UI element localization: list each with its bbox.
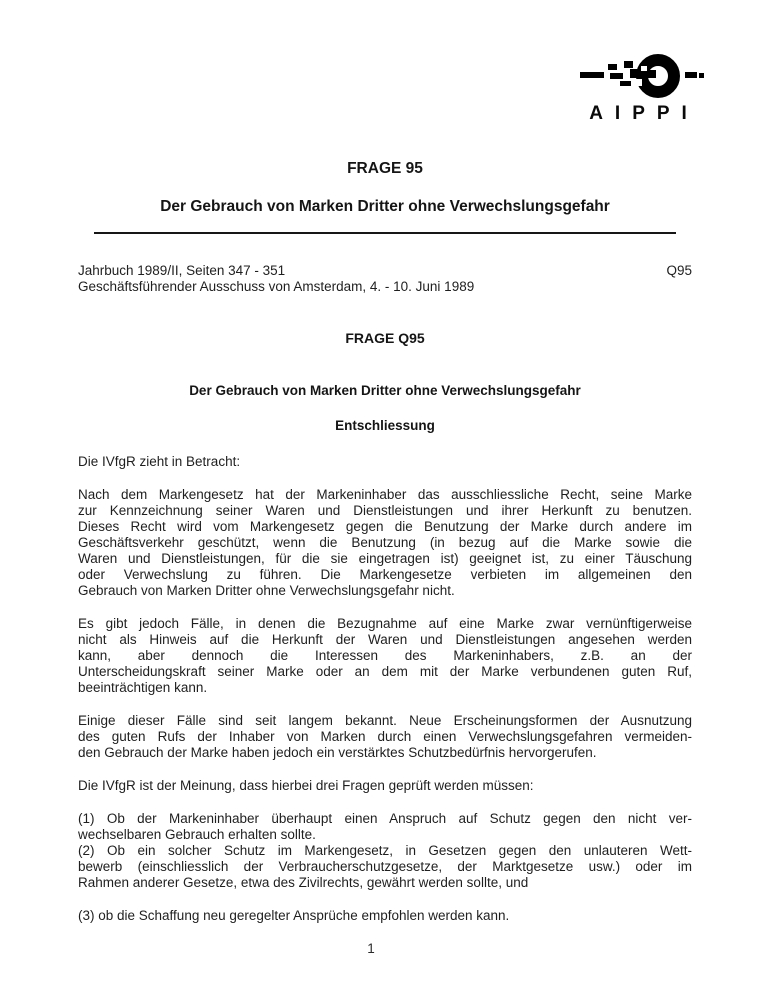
text-line: nicht als Hinweis auf die Herkunft der Waren und Dienstleistungen angesehen werden [78,632,692,647]
paragraph [78,454,692,470]
page-number: 1 [367,941,375,956]
text-line: Die IVfgR ist der Meinung, dass hierbei drei Fragen geprüft werden müssen: [78,778,534,793]
text-line: kann, aber dennoch die Interessen des Markeninhabers, z.B. an der [78,648,692,663]
title-rule [94,232,676,234]
text-line: Die IVfgR zieht in Betracht: [78,454,241,469]
paragraph [78,487,692,599]
text-line: Gebrauch von Marken Dritter ohne Verwechslungsgefahr nicht. [78,583,455,598]
aippi-logo-text: AIPPI [589,103,699,124]
text-line: wechselbaren Gebrauch erhalten sollte. [78,827,316,842]
question-code: Q95 [666,263,692,278]
section-subheading: Entschliessung [335,418,435,433]
text-line: (1) Ob der Markeninhaber überhaupt einen Anspruch auf Schutz gegen den nicht ver- [78,811,692,826]
committee-line: Geschäftsführender Ausschuss von Amsterdam, 4. - 10. Juni 1989 [78,279,475,294]
text-line: oder Verwechslung zu führen. Die Markengesetze verbieten im allgemeinen den [78,567,692,582]
text-line: Unterscheidungskraft seiner Marke oder an dem mit der Marke verbundenen guten Ruf, [78,664,692,679]
text-line: des guten Rufs der Inhaber von Marken durch einen Verwechslungsgefahren vermeiden- [78,729,692,744]
page-subtitle: Der Gebrauch von Marken Dritter ohne Verwechslungsgefahr [160,198,610,215]
document-content [78,0,692,924]
text-line: beeinträchtigen kann. [78,680,208,695]
section-heading: FRAGE Q95 [345,330,425,346]
text-line: den Gebrauch der Marke haben jedoch ein verstärktes Schutzbedürfnis hervorgerufen. [78,745,597,760]
text-line: bewerb (einschliesslich der Verbraucherschutzgesetze, der Marktgesetze usw.) oder im [78,859,692,874]
page-title: FRAGE 95 [347,160,423,177]
yearbook-reference: Jahrbuch 1989/II, Seiten 347 - 351 [78,263,286,278]
text-line: Dieses Recht wird vom Markengesetz gegen die Benutzung der Marke durch andere im [78,519,692,534]
document-body [78,454,692,924]
text-line: Es gibt jedoch Fälle, in denen die Bezugnahme auf eine Marke zwar vernünftigerweise [78,616,692,631]
paragraph [78,713,692,761]
paragraph [78,616,692,696]
reference-row [78,263,692,279]
paragraph [78,908,692,924]
text-line: Rahmen anderer Gesetze, etwa des Zivilrechts, gewährt werden sollte, und [78,875,529,890]
text-line: Geschäftsverkehr geschützt, wenn die Benutzung (in bezug auf die Marke sowie die [78,535,692,550]
text-line: zur Kennzeichnung seiner Waren und Dienstleistungen und ihrer Herkunft zu benutzen. [78,503,692,518]
text-line: (2) Ob ein solcher Schutz im Markengesetz, in Gesetzen gegen den unlauteren Wett- [78,843,692,858]
text-line: Nach dem Markengesetz hat der Markeninhaber das ausschliessliche Recht, seine Marke [78,487,692,502]
text-line: Einige dieser Fälle sind seit langem bekannt. Neue Erscheinungsformen der Ausnutzung [78,713,692,728]
paragraph [78,778,692,794]
text-line: (3) ob die Schaffung neu geregelter Ansprüche empfohlen werden kann. [78,908,510,923]
paragraph [78,811,692,891]
text-line: Waren und Dienstleistungen, für die sie eingetragen ist) geeignet ist, zu einer Täuschung [78,551,692,566]
section-subtitle: Der Gebrauch von Marken Dritter ohne Verwechslungsgefahr [189,383,581,398]
